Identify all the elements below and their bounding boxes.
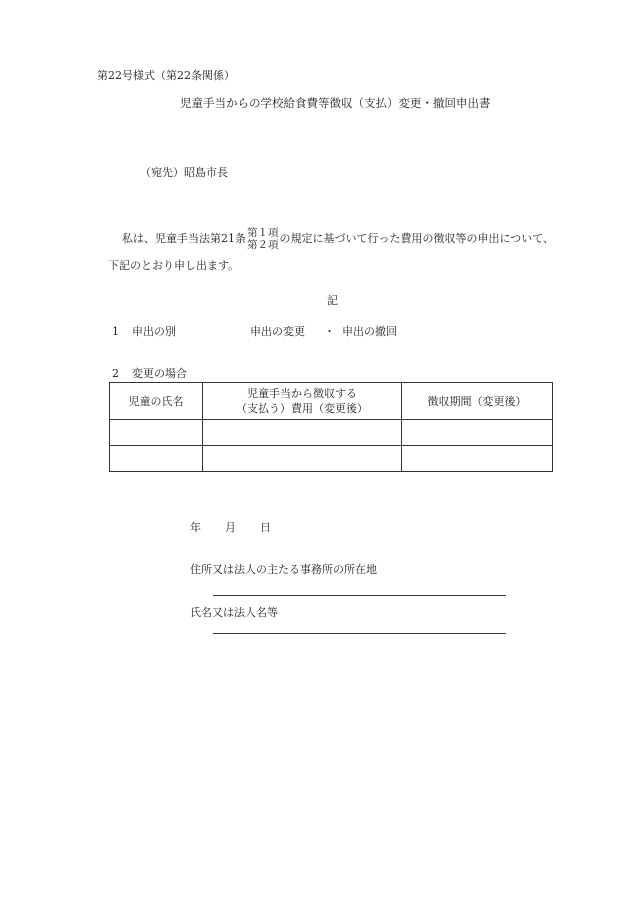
clause-stack	[247, 227, 279, 251]
date-day[interactable]: 日	[260, 521, 271, 534]
date-month[interactable]: 月	[225, 521, 236, 534]
body-text-before: 私は、児童手当法第21条	[122, 232, 246, 245]
date-line	[190, 519, 295, 535]
option-change[interactable]: 申出の変更	[250, 325, 305, 338]
item-2-heading	[112, 365, 187, 381]
clause-item-2: 第２項	[247, 239, 279, 251]
address-field[interactable]	[213, 595, 506, 596]
header-cost-line1: 児童手当から徴収する	[247, 387, 357, 400]
header-cost	[203, 383, 402, 420]
name-label: 氏名又は法人名等	[190, 606, 278, 619]
change-table	[109, 382, 553, 472]
date-year[interactable]: 年	[190, 521, 201, 534]
body-paragraph-line2: 下記のとおり申し出ます。	[108, 259, 240, 272]
ki-heading: 記	[327, 294, 338, 307]
option-separator: ・	[324, 325, 335, 338]
header-cost-line2: （支払う）費用（変更後）	[236, 402, 368, 415]
table-header-row	[110, 383, 553, 420]
address-label: 住所又は法人の主たる事務所の所在地	[190, 563, 377, 576]
item-1-label: 申出の別	[132, 325, 176, 338]
table-row	[110, 446, 553, 472]
table-row	[110, 420, 553, 446]
cell-child-name[interactable]	[110, 446, 203, 472]
header-period: 徴収期間（変更後）	[402, 383, 553, 420]
cell-cost[interactable]	[203, 420, 402, 446]
option-withdraw[interactable]: 申出の撤回	[342, 325, 397, 338]
cell-period[interactable]	[402, 446, 553, 472]
body-text-after: の規定に基づいて行った費用の徴収等の申出について、	[279, 232, 555, 245]
form-number: 第22号様式（第22条関係）	[97, 69, 235, 82]
item-2-label: 変更の場合	[132, 367, 187, 380]
cell-period[interactable]	[402, 420, 553, 446]
body-paragraph-line1	[122, 226, 554, 252]
name-field[interactable]	[213, 633, 506, 634]
page-title: 児童手当からの学校給食費等徴収（支払）変更・撤回申出書	[180, 96, 491, 110]
header-child-name: 児童の氏名	[110, 383, 203, 420]
addressee: （宛先）昭島市長	[140, 166, 228, 179]
cell-cost[interactable]	[203, 446, 402, 472]
item-1-heading	[112, 323, 176, 339]
item-1-number: 1	[112, 325, 119, 338]
item-2-number: 2	[112, 367, 119, 380]
cell-child-name[interactable]	[110, 420, 203, 446]
clause-item-1: 第１項	[247, 227, 279, 239]
